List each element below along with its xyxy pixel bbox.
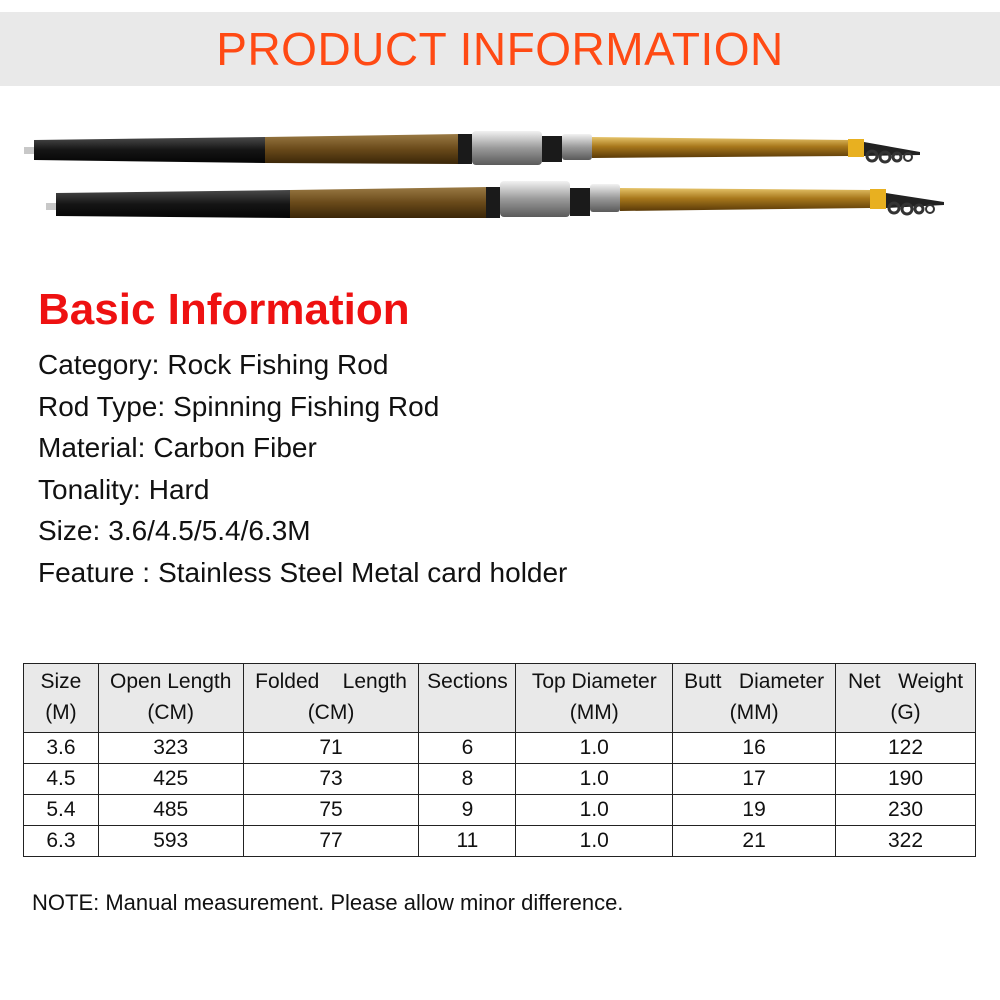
header-net-weight: Net Weight (G) xyxy=(836,664,976,733)
cell-open-length: 425 xyxy=(98,764,243,795)
cell-size: 3.6 xyxy=(24,733,99,764)
cell-sections: 11 xyxy=(419,826,516,857)
specification-table xyxy=(23,663,976,857)
info-value: Stainless Steel Metal card holder xyxy=(158,556,568,588)
cell-size: 5.4 xyxy=(24,795,99,826)
cell-net-weight: 230 xyxy=(836,795,976,826)
cell-sections: 9 xyxy=(419,795,516,826)
info-value: Hard xyxy=(148,473,210,505)
product-image xyxy=(0,118,1000,238)
info-label: Feature : xyxy=(38,556,151,588)
cell-folded-length: 71 xyxy=(243,733,419,764)
cell-sections: 6 xyxy=(419,733,516,764)
header-top-diameter: Top Diameter (MM) xyxy=(516,664,673,733)
cell-open-length: 323 xyxy=(98,733,243,764)
cell-top-diameter: 1.0 xyxy=(516,795,673,826)
table-row xyxy=(24,733,976,764)
cell-top-diameter: 1.0 xyxy=(516,826,673,857)
info-label: Tonality: xyxy=(38,473,141,505)
cell-open-length: 593 xyxy=(98,826,243,857)
header-butt-diameter: Butt Diameter (MM) xyxy=(673,664,836,733)
cell-top-diameter: 1.0 xyxy=(516,733,673,764)
telescopic-fishing-rods-icon xyxy=(0,118,1000,238)
info-line-material xyxy=(38,427,938,469)
table-row xyxy=(24,826,976,857)
info-label: Category: xyxy=(38,349,160,380)
info-line-feature xyxy=(38,552,938,594)
page-title: PRODUCT INFORMATION xyxy=(216,23,784,75)
cell-folded-length: 73 xyxy=(243,764,419,795)
info-label: Size: xyxy=(38,515,101,547)
cell-folded-length: 77 xyxy=(243,826,419,857)
cell-size: 6.3 xyxy=(24,826,99,857)
cell-butt-diameter: 21 xyxy=(673,826,836,857)
table-row xyxy=(24,764,976,795)
cell-net-weight: 190 xyxy=(836,764,976,795)
basic-information-title: Basic Information xyxy=(38,285,410,334)
info-line-rod-type xyxy=(38,386,938,428)
table-header-row xyxy=(24,664,976,733)
info-label: Material: xyxy=(38,432,146,464)
table-row xyxy=(24,795,976,826)
cell-folded-length: 75 xyxy=(243,795,419,826)
header-banner xyxy=(0,12,1000,86)
cell-butt-diameter: 16 xyxy=(673,733,836,764)
cell-sections: 8 xyxy=(419,764,516,795)
basic-information-section xyxy=(38,284,938,594)
info-value: Spinning Fishing Rod xyxy=(173,390,440,422)
header-sections: Sections xyxy=(419,664,516,733)
header-size: Size (M) xyxy=(24,664,99,733)
header-folded-length: Folded Length (CM) xyxy=(243,664,419,733)
info-line-size xyxy=(38,510,938,552)
cell-net-weight: 122 xyxy=(836,733,976,764)
cell-size: 4.5 xyxy=(24,764,99,795)
cell-butt-diameter: 19 xyxy=(673,795,836,826)
header-open-length: Open Length (CM) xyxy=(98,664,243,733)
info-line-category xyxy=(38,344,938,386)
measurement-note: NOTE: Manual measurement. Please allow minor difference. xyxy=(32,890,624,915)
info-value: 3.6/4.5/5.4/6.3M xyxy=(108,515,311,547)
cell-butt-diameter: 17 xyxy=(673,764,836,795)
info-value: Carbon Fiber xyxy=(153,432,317,464)
cell-open-length: 485 xyxy=(98,795,243,826)
cell-top-diameter: 1.0 xyxy=(516,764,673,795)
info-line-tonality xyxy=(38,469,938,511)
info-value: Rock Fishing Rod xyxy=(167,349,389,380)
cell-net-weight: 322 xyxy=(836,826,976,857)
info-label: Rod Type: xyxy=(38,390,166,422)
